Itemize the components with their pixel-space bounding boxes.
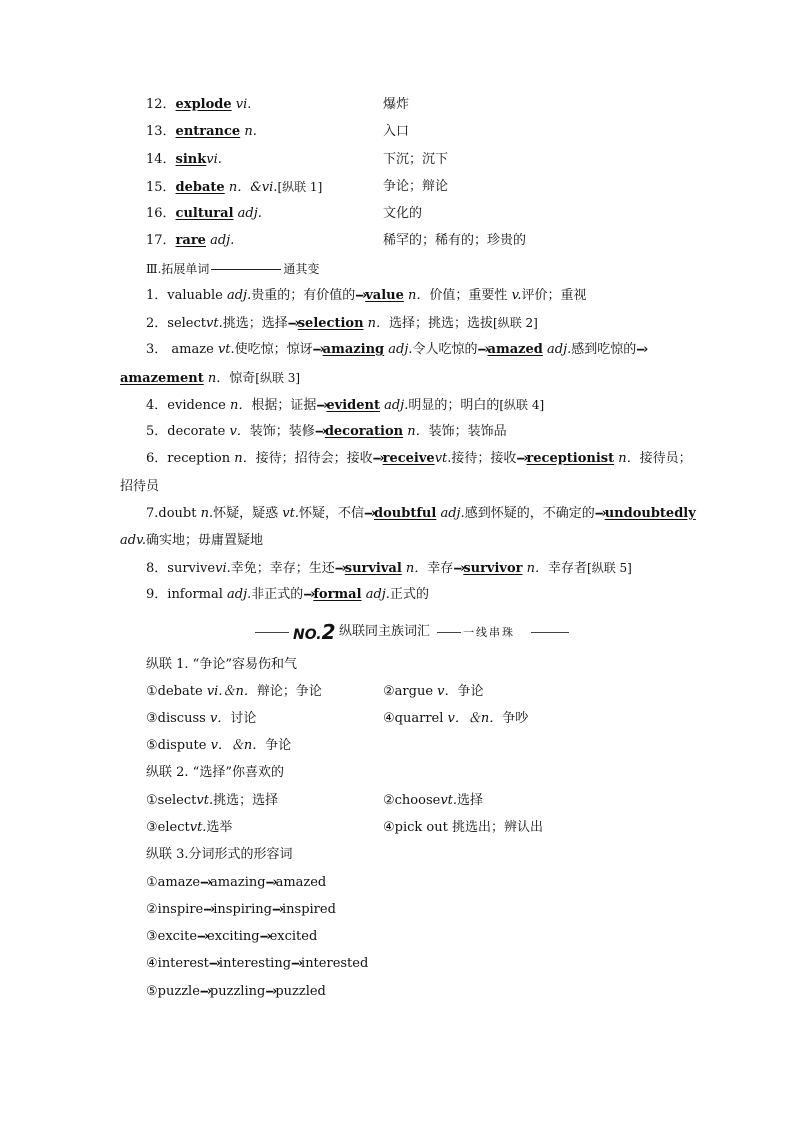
ext-pos: adj. (226, 288, 252, 303)
group-3-item-1 (146, 874, 326, 892)
ext-number: 7. (146, 506, 159, 521)
ext-pos: adj. (227, 587, 252, 602)
ext-word: reception (167, 451, 231, 466)
ext-pos: n． (367, 316, 390, 331)
ext-meaning: 接待；招待会；接收 (255, 451, 373, 466)
ext-word-answer: amazed (487, 342, 543, 357)
arrow-icon: --› (303, 587, 314, 602)
ext-pos: n． (207, 371, 230, 386)
arrow-icon: --› (272, 902, 282, 917)
ext-meaning: 感到吃惊的 (571, 342, 637, 357)
ext-word-answer: decoration (324, 424, 404, 439)
item-word: discuss (157, 711, 206, 726)
ext-meaning: 评价；重视 (521, 288, 587, 303)
arrow-icon: --› (314, 424, 325, 439)
group-3-item-3 (146, 928, 317, 946)
ext-meaning: 接待员； (639, 451, 692, 466)
arrow-icon: --› (203, 902, 214, 917)
entry-tag: [纵联 1] (277, 180, 323, 194)
word-entry-15 (146, 178, 322, 197)
ext-number: 6． (146, 451, 168, 466)
item-meaning: 挑选；选择 (213, 793, 279, 808)
ext-meaning: 使吃惊；惊讶 (234, 342, 313, 357)
ext-pos: vt. (206, 316, 223, 331)
item-number: ② (383, 684, 395, 699)
word-meaning-13: 入口 (383, 124, 410, 139)
ext-pos: v． (229, 424, 250, 439)
item-pos: vt. (440, 793, 458, 808)
group-2-item-4 (383, 819, 543, 837)
entry-number: 17． (146, 233, 176, 248)
entry-number: 12． (146, 97, 176, 112)
word-meaning-17: 稀罕的；稀有的；珍贵的 (383, 233, 527, 248)
item-base: excite (157, 929, 198, 944)
item-meaning: 争吵 (502, 711, 529, 726)
arrow-icon: --› (265, 875, 276, 890)
section-no2-divider (255, 622, 570, 642)
item-meaning: 争论 (457, 684, 484, 699)
arrow-icon: --› (372, 451, 383, 466)
ext-number: 4． (146, 398, 168, 413)
item-pos: v． (209, 711, 231, 726)
ext-meaning: 明显的；明白的 (408, 398, 500, 413)
item-pos: vt. (196, 793, 214, 808)
ext-word-answer: amazement (120, 371, 204, 386)
ext-meaning: 感到怀疑的，不确定的 (464, 506, 595, 521)
ext-word: evidence (167, 398, 226, 413)
no2-prefix: NO. (293, 627, 322, 643)
entry-pos: vi. (206, 152, 222, 167)
ext-pos: vt. (434, 451, 452, 466)
ext-word: valuable (167, 288, 223, 303)
arrow-icon: --› (334, 561, 345, 576)
group-2-item-2 (383, 792, 483, 810)
ext-pos: adj. (547, 342, 572, 357)
ext-pos: vt. (282, 506, 299, 521)
ext-number: 1． (146, 288, 168, 303)
ext-tag: [纵联 3] (255, 371, 301, 385)
item-meaning: 争论 (265, 738, 292, 753)
arrow-icon: --› (208, 956, 219, 971)
ext-word: doubt (158, 506, 197, 521)
arrow-icon: --› (199, 984, 210, 999)
ext-pos: n． (618, 451, 640, 466)
ext-tag: [纵联 4] (499, 398, 545, 412)
item-ed-form: interested (301, 956, 369, 971)
item-number: ⑤ (146, 984, 158, 999)
ext-word-answer: receive (382, 451, 435, 466)
ext-word-answer: amazing (322, 342, 385, 357)
ext-word: amaze (171, 342, 214, 357)
ext-tag: [纵联 5] (587, 561, 632, 575)
ext-word-answer: value (365, 288, 404, 303)
ext-meaning: 幸存 (427, 561, 454, 576)
ext-meaning: 挑选；选择 (222, 316, 288, 331)
section-dash (211, 269, 281, 270)
arrow-icon: --› (197, 929, 208, 944)
arrow-icon: --› (200, 875, 211, 890)
ext-entry-4 (146, 396, 544, 415)
arrow-icon: --› (259, 929, 270, 944)
ext-number: 2． (146, 316, 168, 331)
ext-word: select (167, 316, 207, 331)
ext-entry-6 (146, 450, 692, 468)
ext-entry-3 (146, 341, 646, 359)
arrow-icon: --› (453, 561, 464, 576)
arrow-icon: --› (364, 506, 375, 521)
group-3-item-4 (146, 955, 368, 973)
entry-pos: n．&vi. (228, 180, 278, 195)
ext-meaning: 装饰；装饰品 (428, 424, 507, 439)
arrow-icon: --› (291, 956, 302, 971)
entry-number: 13． (146, 124, 176, 139)
item-ed-form: amazed (275, 875, 327, 890)
ext-meaning: 令人吃惊的 (412, 342, 478, 357)
item-word: elect (157, 820, 190, 835)
arrow-icon: --› (316, 398, 327, 413)
ext-pos: adj. (388, 342, 413, 357)
group-3-title: 纵联 3.分词形式的形容词 (146, 847, 293, 862)
item-ed-form: puzzled (275, 984, 326, 999)
item-ing-form: puzzling (209, 984, 266, 999)
ext-word: decorate (167, 424, 226, 439)
item-number: ③ (146, 929, 158, 944)
arrow-icon: --› (516, 451, 527, 466)
ext-meaning: 接待；接收 (451, 451, 517, 466)
item-number: ① (146, 684, 158, 699)
ext-pos: n． (234, 451, 256, 466)
ext-number: 5． (146, 424, 168, 439)
divider-rule-mid (437, 632, 461, 633)
item-base: interest (157, 956, 209, 971)
entry-word: entrance (175, 124, 241, 139)
ext-meaning: 怀疑，疑惑 (213, 506, 279, 521)
entry-word: sink (175, 152, 207, 167)
item-pos: v．＆n． (447, 711, 503, 726)
group-2-title: 纵联 2. “选择”你喜欢的 (146, 765, 284, 780)
ext-meaning: 贵重的；有价值的 (251, 288, 356, 303)
item-word: argue (394, 684, 434, 699)
item-pos: vi.＆n． (206, 684, 257, 699)
ext-pos: adj. (365, 587, 390, 602)
word-meaning-14: 下沉；沉下 (383, 152, 449, 167)
arrow-icon: --› (355, 288, 366, 303)
item-number: ② (146, 902, 158, 917)
word-entry-16 (146, 205, 262, 223)
word-entry-14 (146, 151, 222, 169)
entry-word: cultural (175, 206, 234, 221)
ext-word-answer: formal (313, 587, 362, 602)
ext-pos: vt. (217, 342, 235, 357)
entry-pos: adj. (210, 233, 235, 248)
item-ing-form: inspiring (213, 902, 272, 917)
ext-tag: [纵联 2] (493, 316, 538, 330)
no2-number: 2 (321, 620, 336, 644)
item-word: select (157, 793, 197, 808)
section-title: Ⅲ.拓展单词 (146, 262, 210, 276)
divider-rule-left (255, 632, 289, 633)
group-1-item-4 (383, 710, 528, 728)
ext-pos: adv. (120, 533, 147, 548)
entry-number: 16． (146, 206, 176, 221)
entry-number: 15． (146, 180, 176, 195)
ext-entry-6-cont: 招待员 (120, 479, 160, 494)
item-meaning: 辩论；争论 (256, 684, 322, 699)
entry-pos: n. (244, 124, 257, 139)
item-ing-form: interesting (218, 956, 292, 971)
item-word: quarrel (394, 711, 444, 726)
no2-label (293, 622, 336, 645)
ext-word-answer: selection (297, 316, 364, 331)
no2-subtitle: 一线串珠 (463, 626, 515, 639)
ext-word: informal (167, 587, 223, 602)
arrow-icon: --› (594, 506, 605, 521)
item-number: ⑤ (146, 738, 158, 753)
item-number: ③ (146, 820, 158, 835)
word-meaning-12: 爆炸 (383, 97, 410, 112)
ext-word-answer: survival (344, 561, 402, 576)
section-3-header (146, 260, 319, 278)
item-base: amaze (157, 875, 201, 890)
arrow-icon: --› (636, 342, 647, 357)
ext-meaning: 惊奇 (229, 371, 256, 386)
ext-entry-5 (146, 423, 507, 441)
ext-pos: n． (408, 288, 430, 303)
group-1-item-2 (383, 683, 484, 701)
ext-word-answer: receptionist (526, 451, 615, 466)
ext-meaning: 幸免；幸存；生还 (230, 561, 335, 576)
word-entry-12 (146, 96, 251, 114)
ext-word: survive (167, 561, 216, 576)
ext-pos: n． (526, 561, 549, 576)
item-meaning: 讨论 (230, 711, 257, 726)
ext-pos: n． (405, 561, 428, 576)
ext-number: 3． (146, 342, 168, 357)
item-number: ③ (146, 711, 158, 726)
group-3-item-2 (146, 901, 336, 919)
item-number: ④ (146, 956, 158, 971)
ext-entry-2 (146, 314, 538, 333)
group-1-item-3 (146, 710, 256, 728)
ext-pos: vi. (215, 561, 231, 576)
ext-word-answer: doubtful (374, 506, 437, 521)
no2-title: 纵联同主族词汇 (339, 624, 431, 639)
ext-meaning: 选择；挑选；选拔 (389, 316, 494, 331)
ext-number: 9． (146, 587, 168, 602)
item-meaning: 挑选出；辨认出 (452, 820, 544, 835)
item-number: ① (146, 793, 158, 808)
arrow-icon: --› (312, 342, 323, 357)
section-suffix: 通其变 (283, 262, 320, 276)
item-number: ② (383, 793, 395, 808)
group-2-item-1 (146, 792, 278, 810)
group-1-item-1 (146, 683, 322, 701)
ext-number: 8． (146, 561, 168, 576)
word-entry-17 (146, 232, 234, 250)
ext-pos: n． (229, 398, 252, 413)
divider-rule-right (531, 632, 569, 633)
ext-meaning: 幸存者 (548, 561, 588, 576)
ext-meaning: 怀疑，不信 (299, 506, 365, 521)
item-ed-form: inspired (282, 902, 336, 917)
ext-word-answer: undoubtedly (604, 506, 696, 521)
ext-meaning: 根据；证据 (251, 398, 317, 413)
ext-entry-8 (146, 559, 632, 578)
item-ed-form: excited (269, 929, 318, 944)
ext-word-answer: survivor (463, 561, 523, 576)
entry-pos: adj. (237, 206, 262, 221)
ext-meaning: 确实地；毋庸置疑地 (146, 533, 264, 548)
item-ing-form: exciting (207, 929, 260, 944)
ext-meaning: 非正式的 (251, 587, 304, 602)
entry-number: 14． (146, 152, 176, 167)
ext-meaning: 装饰；装修 (249, 424, 315, 439)
ext-pos: adj. (440, 506, 465, 521)
word-entry-13 (146, 123, 257, 141)
group-2-item-3 (146, 819, 232, 837)
item-base: puzzle (157, 984, 200, 999)
group-3-item-5 (146, 983, 326, 1001)
group-1-item-5 (146, 737, 291, 755)
ext-meaning: 价值；重要性 (429, 288, 508, 303)
item-word: choose (394, 793, 441, 808)
ext-entry-9 (146, 586, 429, 604)
ext-pos: n． (407, 424, 429, 439)
item-word: pick out (394, 820, 448, 835)
item-ing-form: amazing (210, 875, 266, 890)
item-pos: v．＆n． (210, 738, 266, 753)
ext-entry-7-cont (120, 532, 263, 550)
entry-word: rare (175, 233, 206, 248)
arrow-icon: --› (287, 316, 298, 331)
item-number: ① (146, 875, 158, 890)
ext-entry-1 (146, 287, 587, 305)
word-meaning-16: 文化的 (383, 206, 423, 221)
ext-pos: n. (200, 506, 214, 521)
item-word: dispute (157, 738, 207, 753)
entry-word: debate (175, 180, 225, 195)
ext-pos: adj. (384, 398, 409, 413)
entry-pos: vi. (235, 97, 252, 112)
item-word: debate (157, 684, 203, 699)
item-pos: v． (437, 684, 458, 699)
word-meaning-15: 争论；辩论 (383, 179, 449, 194)
item-pos: vt. (189, 820, 207, 835)
item-number: ④ (383, 820, 395, 835)
ext-word-answer: evident (326, 398, 380, 413)
item-base: inspire (157, 902, 204, 917)
item-meaning: 选举 (206, 820, 233, 835)
item-meaning: 选择 (457, 793, 484, 808)
arrow-icon: --› (265, 984, 276, 999)
ext-pos: v. (511, 288, 522, 303)
arrow-icon: --› (477, 342, 488, 357)
ext-meaning: 正式的 (389, 587, 429, 602)
ext-entry-7 (146, 505, 696, 523)
ext-entry-3-cont (120, 369, 300, 388)
group-1-title: 纵联 1. “争论”容易伤和气 (146, 657, 297, 672)
entry-word: explode (175, 97, 232, 112)
item-number: ④ (383, 711, 395, 726)
